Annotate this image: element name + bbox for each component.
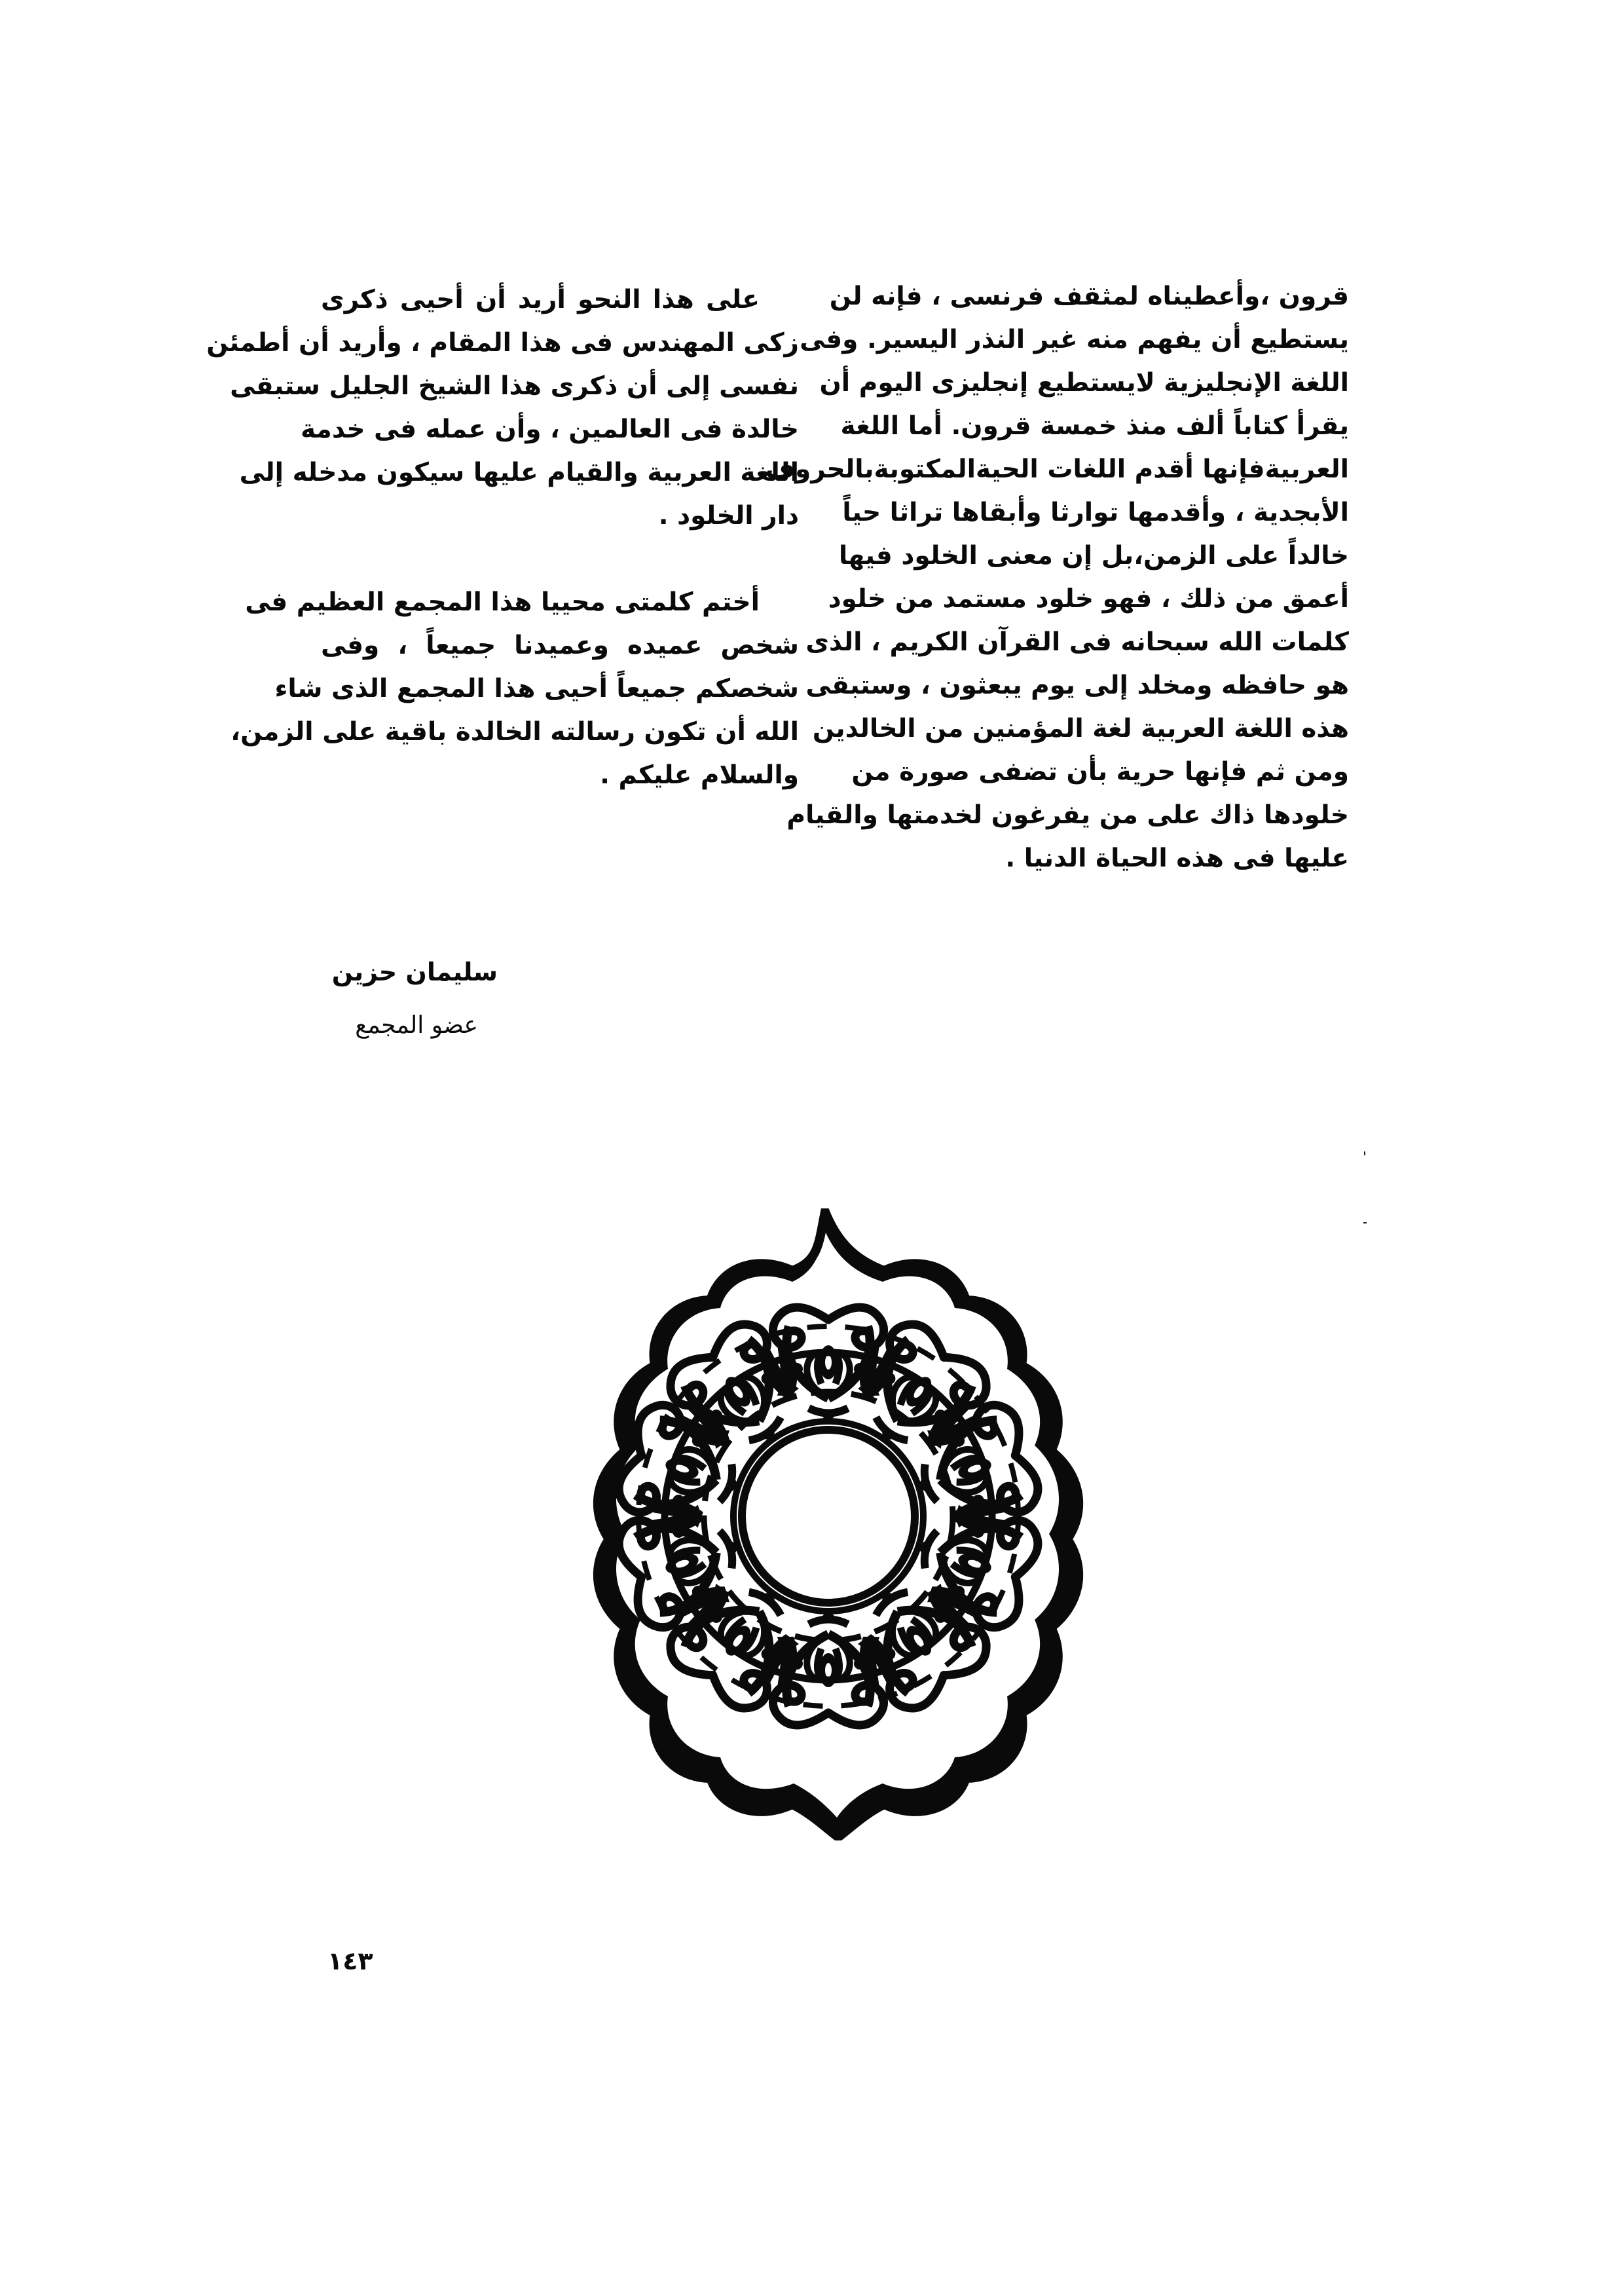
text-line: ومن ثم فإنها حرية بأن تضفى صورة من — [851, 757, 1349, 787]
text-line: دار الخلود . — [658, 501, 799, 531]
text-line: يستطيع أن يفهم منه غير النذر اليسير. وفى — [800, 325, 1349, 354]
author-title: عضو المجمع — [355, 1012, 478, 1039]
text-line: على هذا النحو أريد أن أحيى ذكرى — [321, 285, 760, 314]
page-number: ١٤٣ — [327, 1947, 373, 1975]
text-line: قرون ،وأعطيناه لمثقف فرنسى ، فإنه لن — [829, 282, 1349, 311]
left-text-column — [206, 278, 799, 797]
paragraph — [206, 278, 799, 538]
paragraph — [765, 275, 1349, 880]
paragraph — [231, 581, 799, 797]
text-line: كلمات الله سبحانه فى القرآن الكريم ، الذى — [805, 627, 1349, 657]
right-text-column — [765, 275, 1349, 880]
text-line: أختم كلمتى محييا هذا المجمع العظيم فى — [245, 588, 760, 617]
text-line: أعمق من ذلك ، فهو خلود مستمد من خلود — [828, 584, 1349, 614]
text-line: زكى المهندس فى هذا المقام ، وأريد أن أطمئن — [206, 328, 799, 358]
text-line: الأبجدية ، وأقدمها توارثا وأبقاها تراثا حياً — [842, 498, 1349, 527]
text-line: هذه اللغة العربية لغة المؤمنين من الخالدين — [812, 714, 1349, 743]
arabesque-ornament-icon — [563, 1208, 1097, 1840]
text-line: نفسى إلى أن ذكرى هذا الشيخ الجليل ستبقى — [230, 371, 799, 401]
text-line: هو حافظه ومخلد إلى يوم يبعثون ، وستبقى — [805, 671, 1349, 700]
text-line: اللغة الإنجليزية لايستطيع إنجليزى اليوم أن — [819, 368, 1349, 398]
scan-speck — [1364, 1151, 1365, 1155]
text-line: الله أن تكون رسالته الخالدة باقية على الزمن، — [231, 717, 799, 747]
text-line: اللغة العربية والقيام عليها سيكون مدخله إلى — [239, 458, 799, 487]
text-line: عليها فى هذه الحياة الدنيا . — [1005, 844, 1349, 873]
text-line: خالدة فى العالمين ، وأن عمله فى خدمة — [301, 415, 799, 444]
text-line: يقرأ كتاباً ألف منذ خمسة قرون. أما اللغة — [840, 411, 1349, 441]
text-line: خلودها ذاك على من يفرغون لخدمتها والقيام — [786, 800, 1349, 830]
text-line: العربيةفإنها أقدم اللغات الحيةالمكتوبةبالحروف — [765, 455, 1349, 484]
scan-speck — [1363, 1222, 1367, 1223]
text-line: شخص عميده وعميدنا جميعاً ، وفى — [321, 631, 799, 660]
text-line: خالداً على الزمن،بل إن معنى الخلود فيها — [838, 541, 1349, 570]
text-line: شخصكم جميعاً أحيى هذا المجمع الذى شاء — [274, 674, 799, 703]
author-name: سليمان حزين — [331, 958, 498, 986]
text-line: والسلام عليكم . — [600, 760, 799, 790]
